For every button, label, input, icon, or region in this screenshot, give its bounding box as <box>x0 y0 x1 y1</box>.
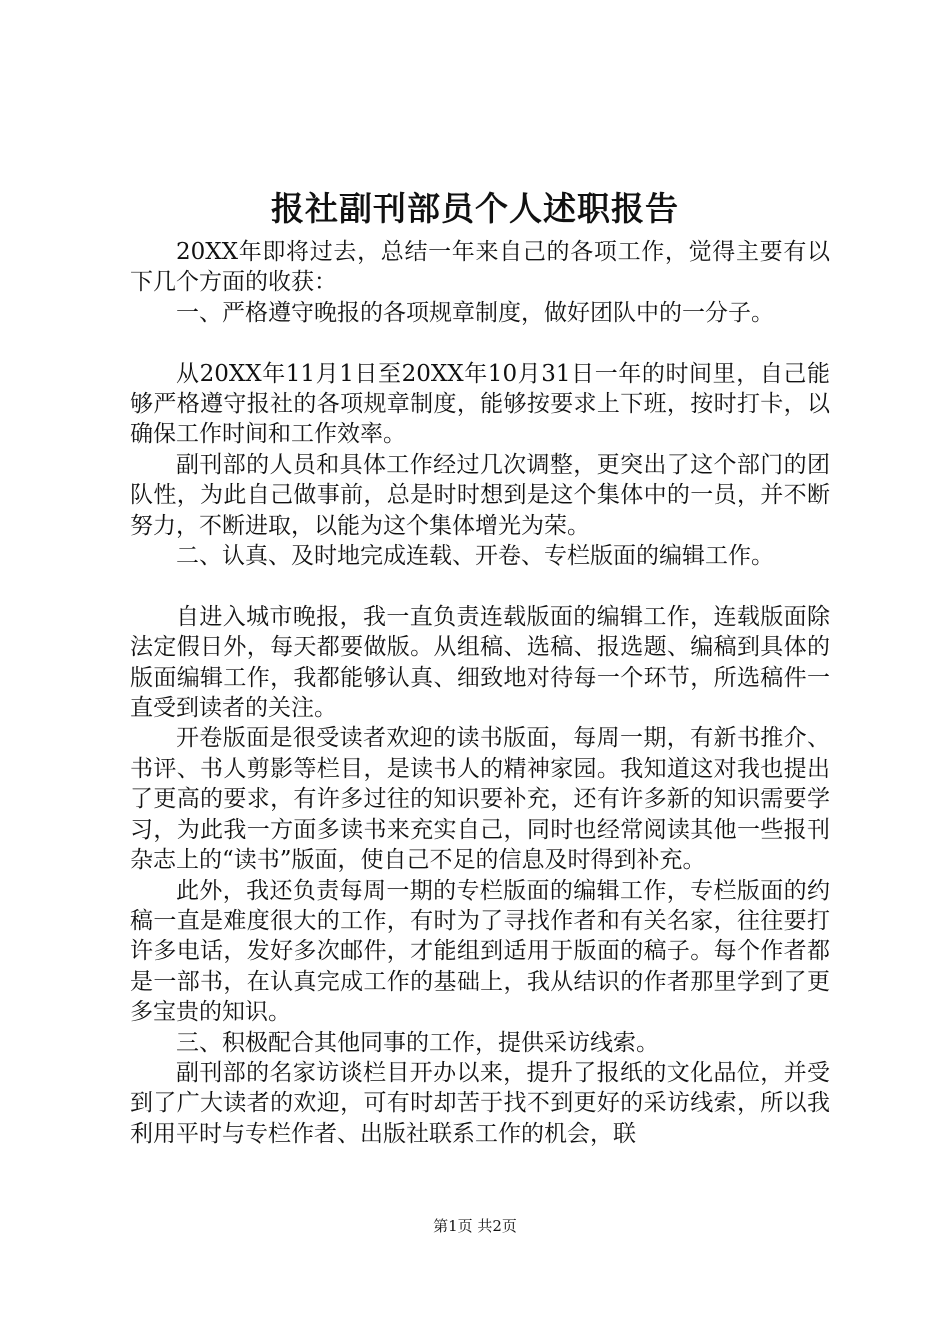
paragraph: 此外，我还负责每周一期的专栏版面的编辑工作，专栏版面的约稿一直是难度很大的工作，有时为了寻找作者和有关名家，往往要打许多电话，发好多次邮件，才能组到适用于版面的稿子。每个作者都是一部书，在认真完成工作的基础上，我从结识的作者那里学到了更多宝贵的知识。 <box>130 877 830 1026</box>
page-number-footer: 第1页 共2页 <box>433 1217 517 1235</box>
document-body <box>130 237 830 1149</box>
paragraph: 自进入城市晚报，我一直负责连载版面的编辑工作，连载版面除法定假日外，每天都要做版。从组稿、选稿、报选题、编稿到具体的版面编辑工作，我都能够认真、细致地对待每一个环节，所选稿件一直受到读者的关注。 <box>130 603 830 722</box>
paragraph: 开卷版面是很受读者欢迎的读书版面，每周一期，有新书推介、书评、书人剪影等栏目，是读书人的精神家园。我知道这对我也提出了更高的要求，有许多过往的知识要补充，还有许多新的知识需要学习，为此我一方面多读书来充实自己，同时也经常阅读其他一些报刊杂志上的“读书”版面，使自己不足的信息及时得到补充。 <box>130 725 830 874</box>
document-title: 报社副刊部员个人述职报告 <box>271 189 679 228</box>
paragraph: 副刊部的名家访谈栏目开办以来，提升了报纸的文化品位，并受到了广大读者的欢迎，可有时却苦于找不到更好的采访线索，所以我利用平时与专栏作者、出版社联系工作的机会，联 <box>130 1059 830 1147</box>
paragraph-intro: 20XX年即将过去，总结一年来自己的各项工作，觉得主要有以下几个方面的收获： <box>130 239 830 296</box>
section-heading-1: 一、严格遵守晚报的各项规章制度，做好团队中的一分子。 <box>176 299 774 326</box>
paragraph: 副刊部的人员和具体工作经过几次调整，更突出了这个部门的团队性，为此自己做事前，总是时时想到是这个集体中的一员，并不断努力，不断进取，以能为这个集体增光为荣。 <box>130 451 830 539</box>
paragraph: 从20XX年11月1日至20XX年10月31日一年的时间里，自己能够严格遵守报社的各项规章制度，能够按要求上下班，按时打卡，以确保工作时间和工作效率。 <box>130 360 830 448</box>
section-heading-2: 二、认真、及时地完成连载、开卷、专栏版面的编辑工作。 <box>176 543 774 570</box>
section-heading-3: 三、积极配合其他同事的工作，提供采访线索。 <box>176 1029 659 1056</box>
